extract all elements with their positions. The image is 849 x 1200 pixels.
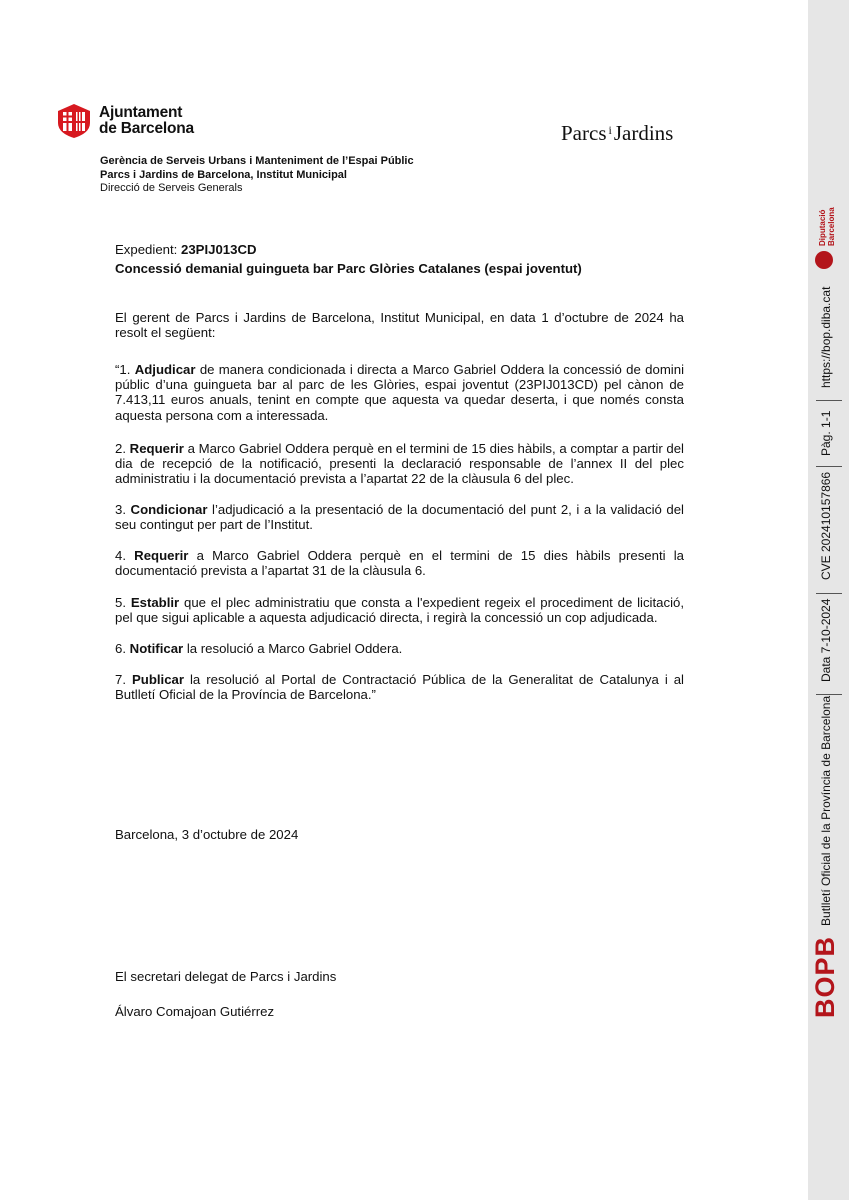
place-date: Barcelona, 3 d’octubre de 2024 [115,827,299,842]
parcs-jardins-logo [561,121,673,146]
bopb-full-title: Butlletí Oficial de la Província de Barcelona [818,695,833,926]
diputacio-label [818,207,836,246]
brand-mid: i [608,123,612,137]
sidebar-separator [816,694,842,695]
sidebar-page: Pàg. 1-1 [819,410,833,456]
resolution-item-6: 6. Notificar la resolució a Marco Gabriel Oddera. [115,641,403,656]
expedient-code: 23PIJ013CD [180,242,257,257]
sidebar-separator [816,466,842,467]
dept-line-2: Parcs i Jardins de Barcelona, Institut Municipal [100,168,347,181]
expedient-subject: Concessió demanial guingueta bar Parc Glòries Catalanes (espai joventut) [115,261,582,276]
sidebar-separator [816,593,842,594]
expedient-label: Expedient: [115,242,181,257]
resolution-item-1: “1. Adjudicar de manera condicionada i directa a Marco Gabriel Oddera la concessió de domini públic d’una guingueta bar al parc de les Glòries, espai joventut (23PIJ013CD) pel cànon de 7.413,11 euros anuals, tenint en compte que aquesta va quedar deserta, i que només consta aquesta persona com a interessada. [115,362,684,423]
sidebar-date: Data 7-10-2024 [819,598,833,682]
diputacio-line-1: Diputació [818,209,827,246]
signer-role: El secretari delegat de Parcs i Jardins [115,969,337,984]
brand-left: Parcs [561,121,607,145]
dept-line-3: Direcció de Serveis Generals [100,182,243,194]
resolution-item-5: 5. Establir que el plec administratiu que consta a l'expedient regeix el procediment de licitació, pel que sigui aplicable a aquesta adjudicació directa, i regirà la concessió un cop adjudicada. [115,595,684,626]
dept-line-1: Gerència de Serveis Urbans i Manteniment de l’Espai Públic [100,155,414,167]
resolution-item-7: 7. Publicar la resolució al Portal de Contractació Pública de la Generalitat de Catalunya i al Butlletí Oficial de la Província de Barcelona.” [115,672,684,703]
diputacio-mark-icon [815,251,833,269]
bopb-branding [810,696,841,1018]
org-line-1: Ajuntament [99,104,183,121]
department-block [100,155,414,196]
signer-name: Álvaro Comajoan Gutiérrez [115,1004,275,1019]
sidebar-separator [816,400,842,401]
expedient-block [115,240,582,278]
ajuntament-logo [57,103,194,139]
barcelona-shield-icon [57,103,91,139]
resolution-item-2: 2. Requerir a Marco Gabriel Oddera perquè en el termini de 15 dies hàbils, a comptar a partir del dia de recepció de la notificació, presenti la declaració responsable de l’annex II del plec administratiu i la documentació prevista a l’apartat 22 de la clàusula 6 del plec. [115,441,684,487]
brand-right: Jardins [613,121,674,145]
resolution-item-3: 3. Condicionar l’adjudicació a la presentació de la documentació del punt 2, i a la validació del seu contingut per part de l’Institut. [115,502,684,533]
resolution-item-4: 4. Requerir a Marco Gabriel Oddera perquè en el termini de 15 dies hàbils presenti la documentació prevista a l’apartat 31 de la clàusula 6. [115,548,684,579]
ajuntament-wordmark [99,105,194,137]
intro-paragraph: El gerent de Parcs i Jardins de Barcelona, Institut Municipal, en data 1 d’octubre de 2024 ha resolt el següent: [115,310,684,341]
sidebar-url[interactable]: https://bop.diba.cat [819,286,833,388]
bopb-logo: BOPB [810,935,840,1018]
diputacio-line-2: Barcelona [827,207,836,246]
sidebar-cve: CVE 202410157866 [819,471,833,580]
org-line-2: de Barcelona [99,120,194,137]
